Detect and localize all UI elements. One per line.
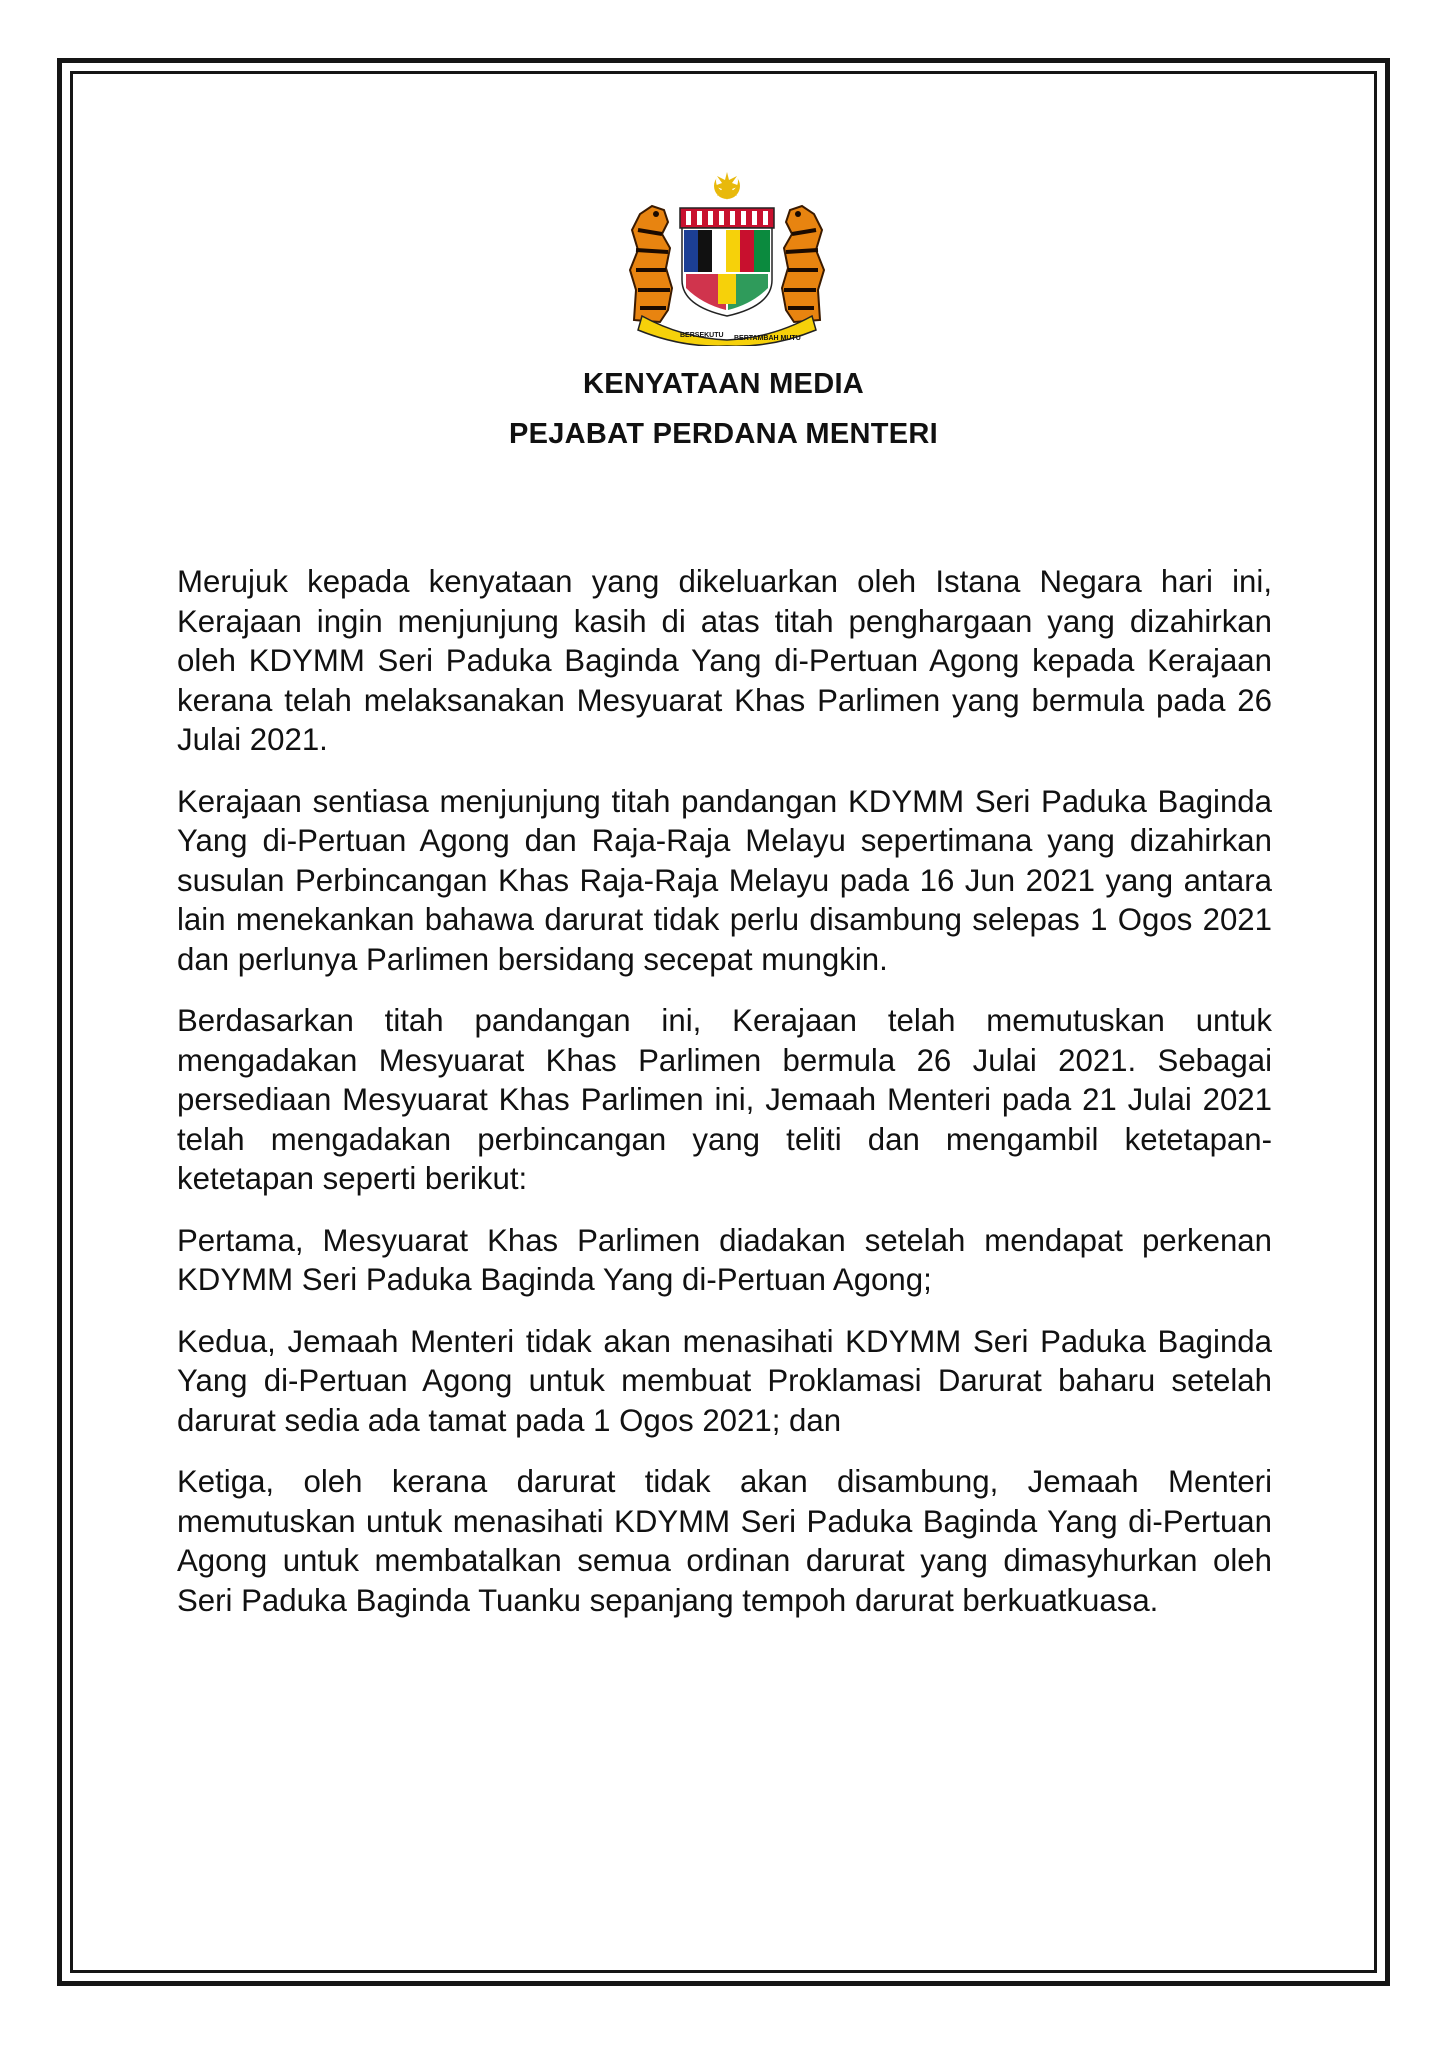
ribbon-right-text: BERTAMBAH MUTU	[734, 335, 801, 342]
shield-icon	[680, 208, 774, 316]
right-tiger-icon	[782, 206, 824, 322]
paragraph-2: Kerajaan sentiasa menjunjung titah pandangan KDYMM Seri Paduka Baginda Yang di-Pertuan Agong dan Raja-Raja Melayu sepertimana yang dizahirkan susulan Perbincangan Khas Raja-Raja Melayu pada 16 Jun 2021 yang antara lain menekankan bahawa darurat tidak perlu disambung selepas 1 Ogos 2021 dan perlunya Parlimen bersidang secepat mungkin.	[177, 783, 1272, 977]
paragraph-4: Pertama, Mesyuarat Khas Parlimen diadakan setelah mendapat perkenan KDYMM Seri Paduka Baginda Yang di-Pertuan Agong;	[177, 1222, 1272, 1297]
heading-office-name: PEJABAT PERDANA MENTERI	[508, 418, 939, 450]
ribbon-left-text: BERSEKUTU	[680, 332, 724, 339]
left-tiger-icon	[630, 206, 672, 322]
coat-of-arms-emblem	[622, 170, 832, 346]
crescent-star-icon	[714, 170, 740, 200]
statement-body	[177, 562, 1272, 1642]
paragraph-1: Merujuk kepada kenyataan yang dikeluarkan oleh Istana Negara hari ini, Kerajaan ingin menjunjung kasih di atas titah penghargaan yang dizahirkan oleh KDYMM Seri Paduka Baginda Yang di-Pertuan Agong kepada Kerajaan kerana telah melaksanakan Mesyuarat Khas Parlimen yang bermula pada 26 Julai 2021.	[177, 564, 1272, 757]
paragraph-6: Ketiga, oleh kerana darurat tidak akan disambung, Jemaah Menteri memutuskan untuk menasihati KDYMM Seri Paduka Baginda Yang di-Pertuan Agong untuk membatalkan semua ordinan darurat yang dimasyhurkan oleh Seri Paduka Baginda Tuanku sepanjang tempoh darurat berkuatkuasa.	[177, 1464, 1272, 1618]
paragraph-3: Berdasarkan titah pandangan ini, Kerajaan telah memutuskan untuk mengadakan Mesyuarat Khas Parlimen bermula 26 Julai 2021. Sebagai persediaan Mesyuarat Khas Parlimen ini, Jemaah Menteri pada 21 Julai 2021 telah mengadakan perbincangan yang teliti dan mengambil ketetapan-ketetapan seperti berikut:	[177, 1003, 1272, 1196]
heading-media-statement: KENYATAAN MEDIA	[582, 368, 865, 400]
paragraph-5: Kedua, Jemaah Menteri tidak akan menasihati KDYMM Seri Paduka Baginda Yang di-Pertuan Agong untuk membuat Proklamasi Darurat baharu setelah darurat sedia ada tamat pada 1 Ogos 2021; dan	[177, 1323, 1272, 1438]
motto-ribbon	[638, 316, 816, 346]
